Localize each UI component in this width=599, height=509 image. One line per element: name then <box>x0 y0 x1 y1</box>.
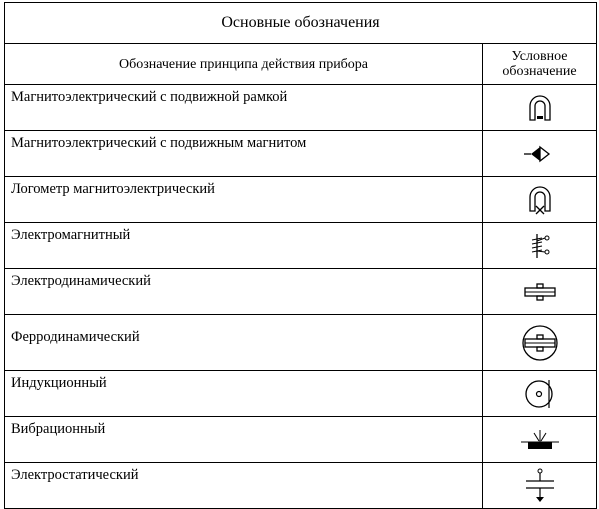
table-row <box>5 177 597 223</box>
magnetoelectric-moving-coil-icon <box>525 92 555 124</box>
row-label: Магнитоэлектрический с подвижной рамкой <box>5 85 483 131</box>
electrodynamic-icon <box>520 281 560 303</box>
column-header-symbol-line2: обозначение <box>502 64 577 79</box>
column-header-symbol-line1: Условное <box>511 49 568 64</box>
row-label: Магнитоэлектрический с подвижным магнитом <box>5 131 483 177</box>
table-row <box>5 463 597 509</box>
magnetoelectric-moving-magnet-icon <box>522 144 558 164</box>
vibration-icon <box>518 427 562 453</box>
table-row <box>5 269 597 315</box>
ratiometer-icon <box>525 183 555 217</box>
induction-icon <box>522 378 558 410</box>
row-label: Вибрационный <box>5 417 483 463</box>
row-label: Индукционный <box>5 371 483 417</box>
row-label: Электродинамический <box>5 269 483 315</box>
table-title: Основные обозначения <box>5 3 597 44</box>
row-label: Электростатический <box>5 463 483 509</box>
row-label: Электромагнитный <box>5 223 483 269</box>
symbols-table <box>4 2 597 509</box>
table-row <box>5 417 597 463</box>
table-row <box>5 371 597 417</box>
row-label: Ферродинамический <box>5 315 483 371</box>
ferrodynamic-icon <box>520 324 560 362</box>
table-row <box>5 131 597 177</box>
column-header-principle: Обозначение принципа действия прибора <box>5 44 483 85</box>
column-header-symbol <box>483 44 597 85</box>
table-row <box>5 85 597 131</box>
table-row <box>5 315 597 371</box>
row-label: Логометр магнитоэлектрический <box>5 177 483 223</box>
table-row <box>5 223 597 269</box>
electrostatic-icon <box>520 468 560 504</box>
electromagnetic-icon <box>525 231 555 261</box>
